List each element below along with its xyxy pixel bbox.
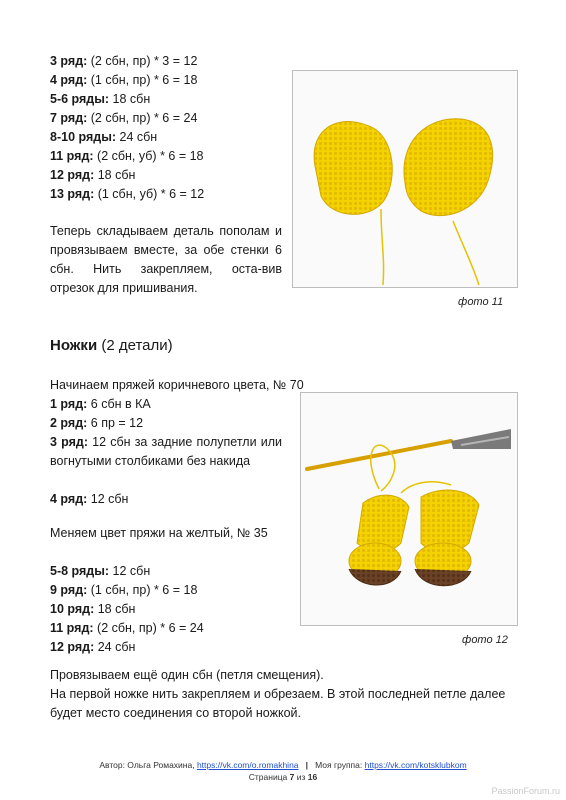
row-label: 1 ряд: bbox=[50, 397, 88, 411]
legs-intro: Начинаем пряжей коричневого цвета, № 70 bbox=[50, 378, 304, 392]
page-number bbox=[0, 772, 566, 782]
legs-photo-illustration bbox=[301, 393, 517, 625]
ears-note: Теперь складываем деталь пополам и провязываем вместе, за обе стенки 6 сбн. Нить закрепляем, оста-вив отрезок для пришивания. bbox=[50, 224, 282, 295]
row-text: (1 сбн, пр) * 6 = 18 bbox=[87, 583, 198, 597]
page-total: 16 bbox=[307, 772, 318, 782]
row-text: (2 сбн, пр) * 6 = 24 bbox=[93, 621, 204, 635]
row-text: (1 сбн, уб) * 6 = 12 bbox=[94, 187, 205, 201]
page-prefix: Страница bbox=[248, 772, 290, 782]
row-label: 5-6 ряды: bbox=[50, 92, 110, 106]
row-label: 11 ряд: bbox=[50, 149, 94, 163]
row-text: 18 сбн bbox=[94, 168, 136, 182]
row-text: 12 сбн за задние полупетли или вогнутыми столбиками без накида bbox=[50, 435, 282, 468]
footer-separator: | bbox=[305, 760, 309, 770]
group-link[interactable]: https://vk.com/kotsklubkom bbox=[364, 760, 467, 770]
row-ears-11 bbox=[50, 147, 204, 166]
heading-title: Ножки bbox=[50, 337, 98, 354]
row-ears-7 bbox=[50, 109, 197, 128]
footer-credits bbox=[0, 760, 566, 770]
row-text: 6 пр = 12 bbox=[87, 416, 144, 430]
photo-12-caption: фото 12 bbox=[462, 634, 508, 646]
row-text: (2 сбн, уб) * 6 = 18 bbox=[93, 149, 204, 163]
row-label: 5-8 ряды: bbox=[50, 564, 110, 578]
row-legs-11 bbox=[50, 619, 204, 638]
row-legs-9 bbox=[50, 581, 197, 600]
row-text: 24 сбн bbox=[94, 640, 136, 654]
row-label: 7 ряд: bbox=[50, 111, 88, 125]
row-legs-1 bbox=[50, 395, 151, 414]
row-text: (1 сбн, пр) * 6 = 18 bbox=[87, 73, 198, 87]
section-heading-legs bbox=[50, 337, 173, 354]
row-label: 8-10 ряды: bbox=[50, 130, 117, 144]
row-label: 9 ряд: bbox=[50, 583, 88, 597]
row-ears-4 bbox=[50, 71, 197, 90]
row-label: 12 ряд: bbox=[50, 640, 95, 654]
row-label: 12 ряд: bbox=[50, 168, 95, 182]
row-text: 6 сбн в КА bbox=[87, 397, 151, 411]
final-line-2: На первой ножке нить закрепляем и обрезаем. В этой последней петле далее будет место соединения со второй ножкой. bbox=[50, 687, 506, 720]
row-text: 12 сбн bbox=[87, 492, 129, 506]
legs-color-change: Меняем цвет пряжи на желтый, № 35 bbox=[50, 526, 268, 540]
photo-11-caption: фото 11 bbox=[458, 296, 504, 308]
row-label: 11 ряд: bbox=[50, 621, 94, 635]
author-link[interactable]: https://vk.com/o.romakhina bbox=[196, 760, 299, 770]
row-label: 3 ряд: bbox=[50, 435, 88, 449]
row-text: 12 сбн bbox=[109, 564, 151, 578]
row-legs-3 bbox=[50, 433, 282, 471]
row-legs-4 bbox=[50, 490, 128, 509]
row-label: 10 ряд: bbox=[50, 602, 95, 616]
heading-note: (2 детали) bbox=[97, 337, 173, 354]
row-text: 18 сбн bbox=[94, 602, 136, 616]
row-legs-12 bbox=[50, 638, 135, 657]
row-label: 3 ряд: bbox=[50, 54, 88, 68]
group-label: Моя группа: bbox=[315, 760, 365, 770]
row-ears-13 bbox=[50, 185, 204, 204]
author-label: Автор: Ольга Ромахина, bbox=[99, 760, 197, 770]
page-mid: из bbox=[294, 772, 308, 782]
row-ears-5-6 bbox=[50, 90, 150, 109]
row-legs-10 bbox=[50, 600, 135, 619]
row-legs-5-8 bbox=[50, 562, 150, 581]
row-ears-8-10 bbox=[50, 128, 157, 147]
row-ears-12 bbox=[50, 166, 135, 185]
row-ears-3 bbox=[50, 52, 197, 71]
row-text: (2 сбн, пр) * 6 = 24 bbox=[87, 111, 198, 125]
ears-photo-illustration bbox=[293, 71, 517, 287]
final-line-1: Провязываем ещё один сбн (петля смещения). bbox=[50, 668, 324, 682]
watermark: PassionForum.ru bbox=[491, 786, 560, 796]
row-label: 2 ряд: bbox=[50, 416, 88, 430]
row-text: 24 сбн bbox=[116, 130, 158, 144]
row-text: (2 сбн, пр) * 3 = 12 bbox=[87, 54, 198, 68]
photo-11 bbox=[292, 70, 518, 288]
row-label: 13 ряд: bbox=[50, 187, 95, 201]
row-legs-2 bbox=[50, 414, 143, 433]
page-current: 7 bbox=[289, 772, 295, 782]
photo-12 bbox=[300, 392, 518, 626]
row-label: 4 ряд: bbox=[50, 492, 88, 506]
row-text: 18 сбн bbox=[109, 92, 151, 106]
row-label: 4 ряд: bbox=[50, 73, 88, 87]
